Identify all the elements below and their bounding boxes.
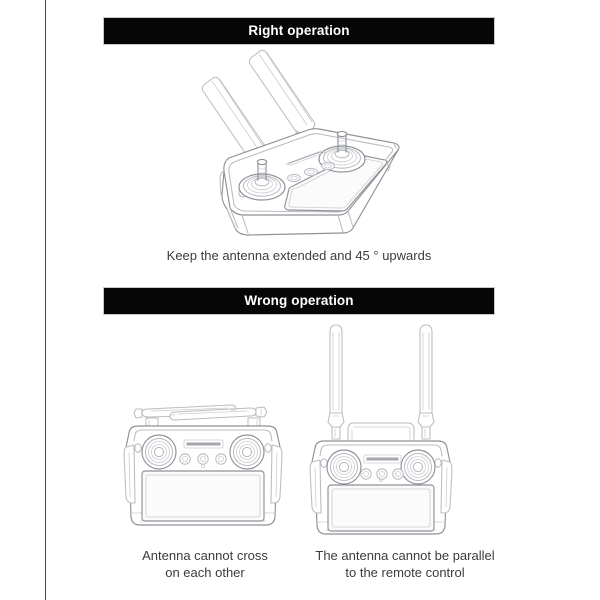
figure-remote-antennas-parallel — [300, 315, 490, 540]
banner-wrong-operation-label: Wrong operation — [244, 293, 354, 309]
caption-antennas-crossed-line1: Antenna cannot cross — [142, 548, 268, 563]
joystick-right — [401, 450, 435, 484]
figure-remote-antennas-crossed — [118, 385, 288, 540]
caption-antennas-parallel-line2: to the remote control — [345, 565, 465, 580]
button-row — [180, 454, 226, 464]
handle-bracket — [348, 423, 414, 441]
button-row — [361, 469, 403, 479]
banner-wrong-operation — [103, 287, 495, 315]
caption-antennas-crossed — [108, 547, 302, 581]
joystick-left — [327, 450, 361, 484]
caption-antennas-crossed-line2: on each other — [165, 565, 245, 580]
caption-right-operation: Keep the antenna extended and 45 ° upwards — [166, 248, 432, 263]
figure-remote-antennas-45 — [180, 45, 420, 235]
antenna-right-vertical — [418, 325, 434, 439]
caption-antennas-parallel-line1: The antenna cannot be parallel — [315, 548, 495, 563]
joystick-right — [230, 435, 264, 469]
banner-right-operation-label: Right operation — [248, 23, 350, 39]
antenna-left-vertical — [328, 325, 344, 439]
banner-right-operation — [103, 17, 495, 45]
page-left-rule — [45, 0, 46, 600]
caption-antennas-parallel — [300, 547, 510, 581]
joystick-left — [142, 435, 176, 469]
